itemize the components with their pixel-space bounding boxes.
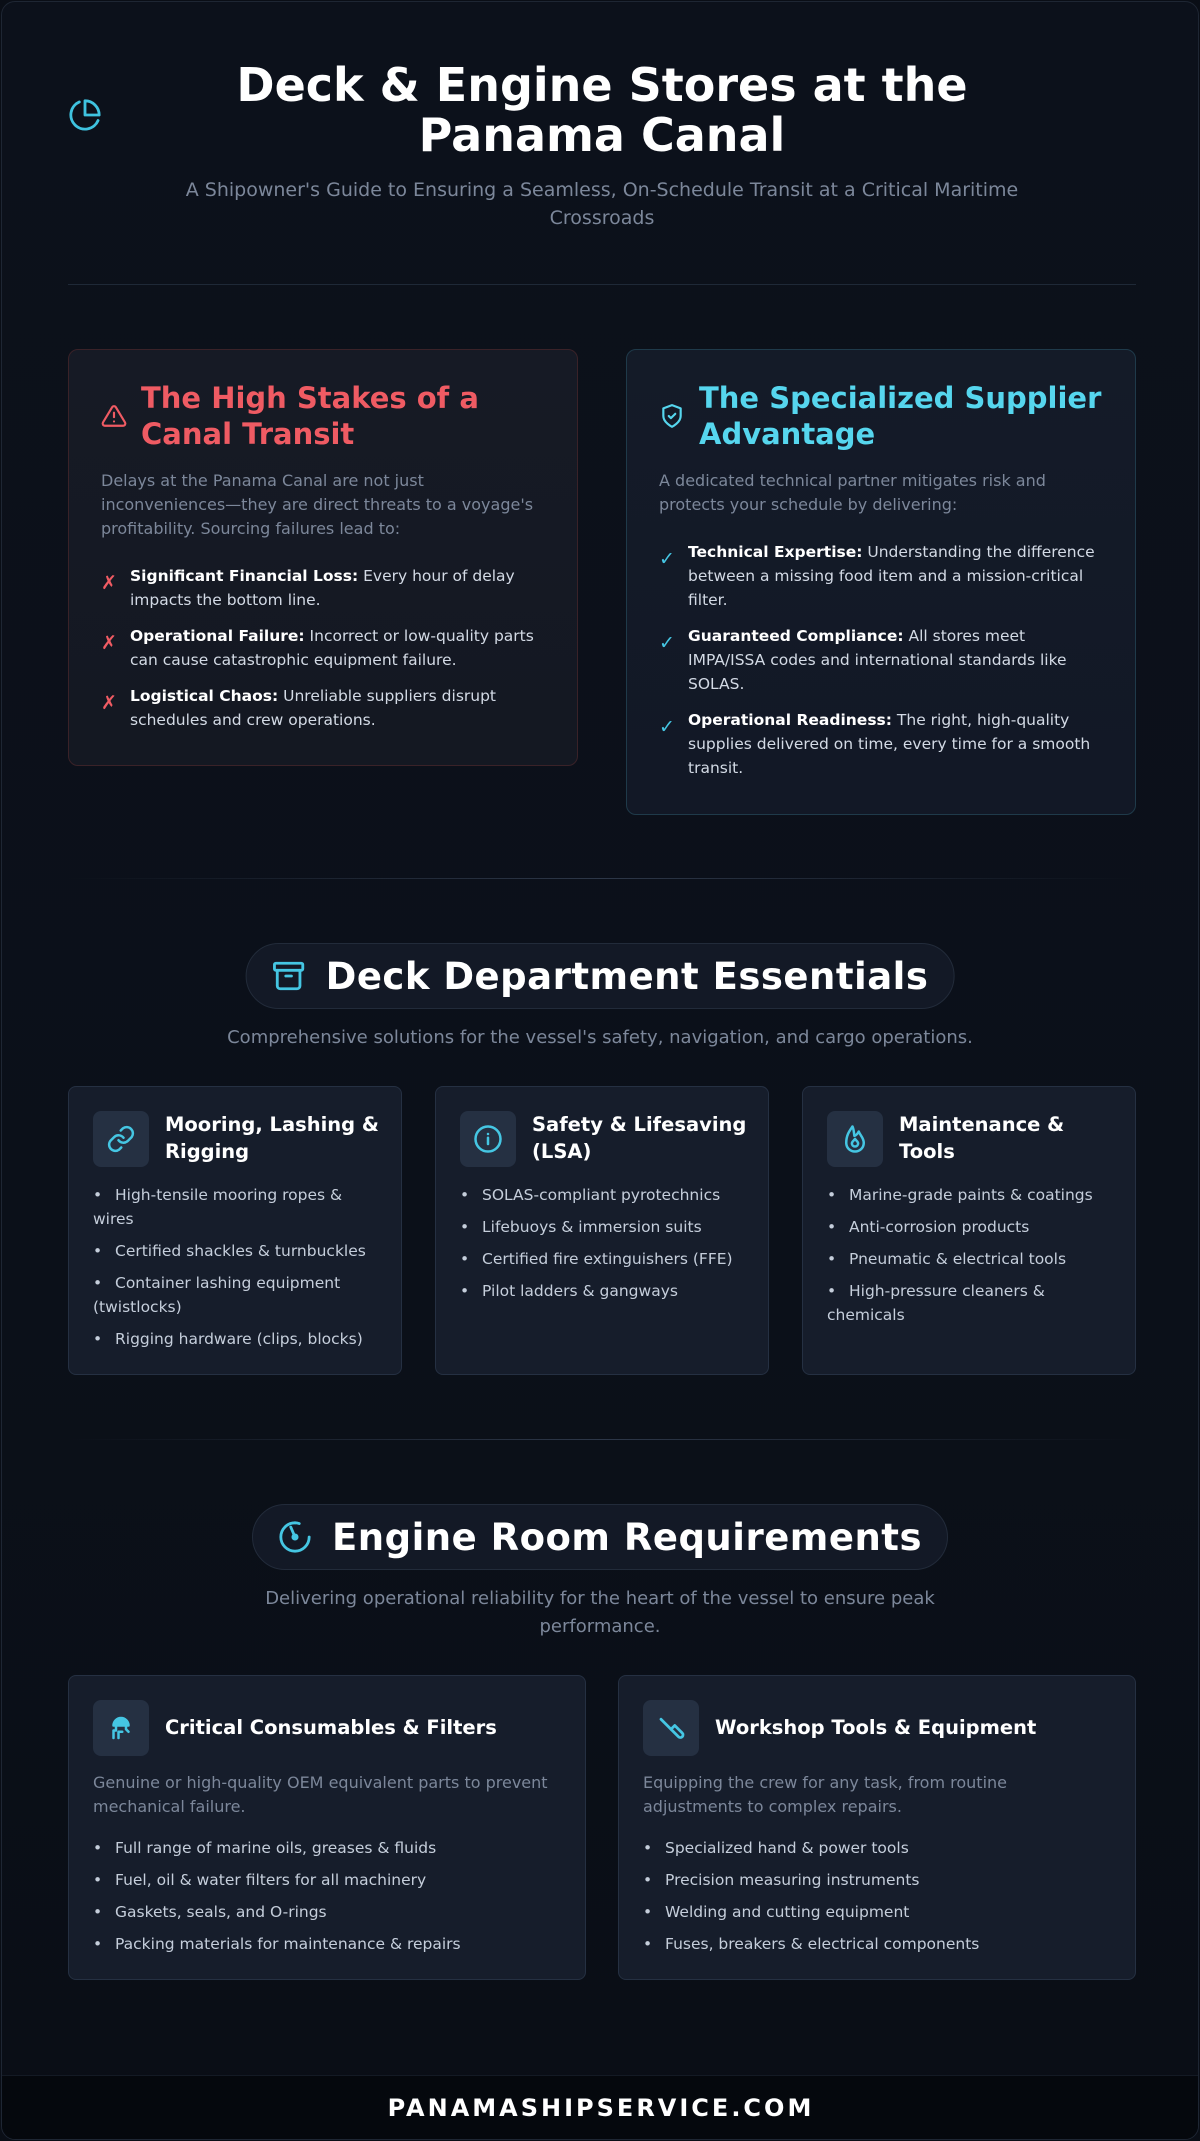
list-item: • Gaskets, seals, and O-rings	[93, 1900, 563, 1924]
list-item	[101, 564, 547, 612]
card-title: Mooring, Lashing & Rigging	[165, 1113, 379, 1163]
card-description: Genuine or high-quality OEM equivalent parts to prevent mechanical failure.	[93, 1773, 548, 1816]
card-list	[827, 1183, 1113, 1335]
page-frame	[1, 1, 1199, 2140]
oil-can-icon	[106, 1713, 136, 1743]
card-title: Workshop Tools & Equipment	[715, 1716, 1037, 1739]
list-item	[101, 684, 547, 732]
gauge-icon	[278, 1520, 312, 1554]
icon-box	[643, 1700, 699, 1756]
list-item: • Marine-grade paints & coatings	[827, 1183, 1113, 1207]
section-divider	[68, 878, 1136, 879]
header-divider	[68, 284, 1136, 285]
check-mark-icon: ✓	[659, 632, 675, 654]
list-item: • Fuses, breakers & electrical components	[643, 1932, 1113, 1956]
deck-section-header	[246, 943, 955, 1009]
list-item: • Pneumatic & electrical tools	[827, 1247, 1113, 1271]
page-title: Deck & Engine Stores at the Panama Canal	[236, 58, 968, 162]
advantage-list	[659, 540, 1105, 792]
item-text: The right, high-quality supplies delivered on time, every time for a smooth transit.	[688, 711, 1091, 777]
engine-card-workshop	[618, 1675, 1136, 1980]
list-item: • Specialized hand & power tools	[643, 1836, 1113, 1860]
card-title: Maintenance & Tools	[899, 1113, 1065, 1163]
advantage-card	[626, 349, 1136, 815]
stakes-card	[68, 349, 578, 766]
list-item: • Anti-corrosion products	[827, 1215, 1113, 1239]
card-description: Equipping the crew for any task, from routine adjustments to complex repairs.	[643, 1773, 1007, 1816]
check-mark-icon: ✓	[659, 548, 675, 570]
item-text: All stores meet IMPA/ISSA codes and international standards like SOLAS.	[688, 627, 1067, 693]
list-item: • Welding and cutting equipment	[643, 1900, 1113, 1924]
item-text: Unreliable suppliers disrupt schedules and crew operations.	[130, 687, 497, 729]
list-item: • Pilot ladders & gangways	[460, 1279, 746, 1303]
stakes-card-header	[101, 380, 547, 452]
item-label: Operational Readiness:	[688, 711, 892, 729]
list-item: • SOLAS-compliant pyrotechnics	[460, 1183, 746, 1207]
list-item	[659, 624, 1105, 696]
cross-mark-icon: ✗	[101, 632, 117, 654]
advantage-intro: A dedicated technical partner mitigates risk and protects your schedule by delivering:	[659, 471, 1046, 514]
deck-card-safety	[435, 1086, 769, 1375]
list-item: • High-tensile mooring ropes & wires	[93, 1183, 379, 1231]
list-item: • Fuel, oil & water filters for all machinery	[93, 1868, 563, 1892]
list-item: • Packing materials for maintenance & repairs	[93, 1932, 563, 1956]
list-item	[659, 708, 1105, 780]
item-text: Every hour of delay impacts the bottom line.	[130, 567, 515, 609]
list-item: • Container lashing equipment (twistlocks)	[93, 1271, 379, 1319]
stakes-list	[101, 564, 547, 744]
item-label: Significant Financial Loss:	[130, 567, 359, 585]
icon-box	[827, 1111, 883, 1167]
page-footer	[2, 2075, 1199, 2139]
icon-box	[93, 1111, 149, 1167]
list-item	[101, 624, 547, 672]
flame-icon	[840, 1124, 870, 1154]
check-mark-icon: ✓	[659, 716, 675, 738]
archive-box-icon	[272, 959, 306, 993]
stakes-intro: Delays at the Panama Canal are not just inconveniences—they are direct threats to a voyage's profitability. Sourcing failures lead to:	[101, 471, 534, 538]
engine-card-consumables	[68, 1675, 586, 1980]
deck-section-title: Deck Department Essentials	[325, 954, 929, 998]
stakes-title: The High Stakes of a Canal Transit	[141, 381, 479, 451]
deck-card-maintenance	[802, 1086, 1136, 1375]
page-header	[68, 60, 1136, 232]
advantage-title: The Specialized Supplier Advantage	[699, 381, 1102, 451]
list-item	[659, 540, 1105, 612]
section-divider	[68, 1439, 1136, 1440]
pie-chart-icon	[68, 98, 102, 132]
deck-section-subtitle: Comprehensive solutions for the vessel's safety, navigation, and cargo operations.	[227, 1027, 973, 1048]
shield-check-icon	[659, 403, 685, 429]
deck-card-mooring	[68, 1086, 402, 1375]
list-item: • Lifebuoys & immersion suits	[460, 1215, 746, 1239]
page-subtitle: A Shipowner's Guide to Ensuring a Seamless, On-Schedule Transit at a Critical Maritime Crossroads	[185, 179, 1019, 229]
footer-website-link[interactable]: PANAMASHIPSERVICE.COM	[387, 2093, 815, 2122]
engine-section-header	[252, 1504, 948, 1570]
wrench-icon	[656, 1713, 686, 1743]
list-item: • Certified fire extinguishers (FFE)	[460, 1247, 746, 1271]
list-item: • Precision measuring instruments	[643, 1868, 1113, 1892]
item-label: Operational Failure:	[130, 627, 305, 645]
card-list	[643, 1836, 1113, 1964]
list-item: • Full range of marine oils, greases & fluids	[93, 1836, 563, 1860]
item-text: Incorrect or low-quality parts can cause catastrophic equipment failure.	[130, 627, 534, 669]
card-list	[93, 1836, 563, 1964]
warning-triangle-icon	[101, 403, 127, 429]
list-item: • Certified shackles & turnbuckles	[93, 1239, 379, 1263]
card-title: Safety & Lifesaving (LSA)	[532, 1113, 747, 1163]
item-text: Understanding the difference between a missing food item and a mission-critical filter.	[688, 543, 1095, 609]
icon-box	[93, 1700, 149, 1756]
engine-section-title: Engine Room Requirements	[332, 1515, 922, 1559]
item-label: Logistical Chaos:	[130, 687, 279, 705]
cross-mark-icon: ✗	[101, 692, 117, 714]
list-item: • Rigging hardware (clips, blocks)	[93, 1327, 379, 1351]
list-item: • High-pressure cleaners & chemicals	[827, 1279, 1113, 1327]
card-list	[460, 1183, 746, 1311]
card-list	[93, 1183, 379, 1359]
cross-mark-icon: ✗	[101, 572, 117, 594]
advantage-card-header	[659, 380, 1105, 452]
item-label: Guaranteed Compliance:	[688, 627, 904, 645]
link-icon	[106, 1124, 136, 1154]
info-circle-icon	[473, 1124, 503, 1154]
icon-box	[460, 1111, 516, 1167]
engine-section-subtitle: Delivering operational reliability for the heart of the vessel to ensure peak performance.	[265, 1588, 935, 1637]
card-title: Critical Consumables & Filters	[165, 1716, 497, 1739]
item-label: Technical Expertise:	[688, 543, 863, 561]
